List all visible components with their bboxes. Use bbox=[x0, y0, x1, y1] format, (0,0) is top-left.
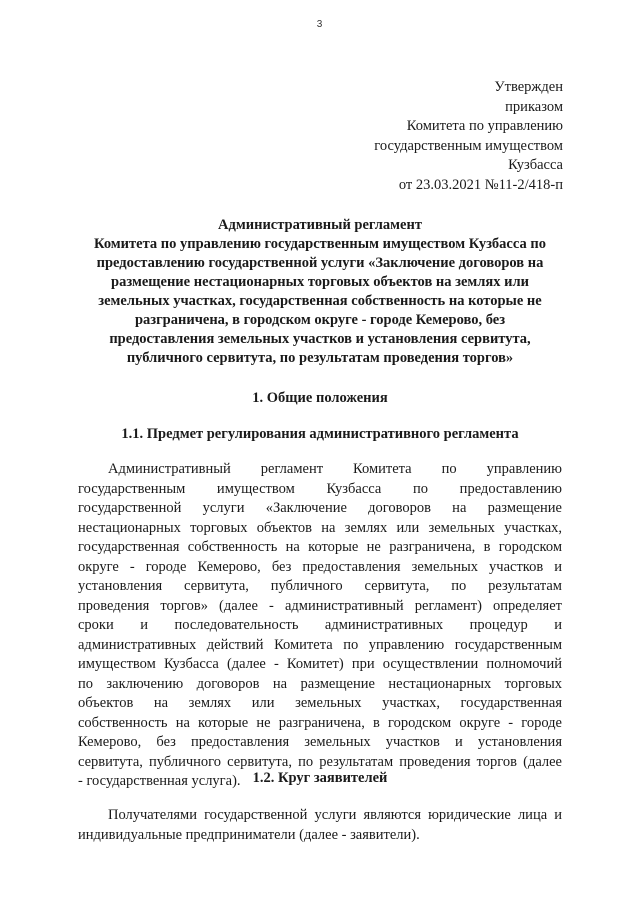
paragraph-line: Административный регламент Комитета по управлению bbox=[108, 461, 562, 477]
approval-line: государственным имуществом bbox=[374, 137, 563, 154]
paragraph-line: индивидуальные предприниматели (далее - заявители). bbox=[78, 826, 420, 843]
title-line: предоставления земельных участков и установления сервитута, bbox=[109, 331, 531, 347]
approval-line: от 23.03.2021 №11-2/418-п bbox=[398, 176, 563, 193]
approval-line: приказом bbox=[505, 98, 563, 115]
paragraph-line: установления сервитута, публичного сервитута, по результатам bbox=[78, 578, 562, 594]
paragraph-line: - государственная услуга). bbox=[78, 773, 241, 789]
paragraph-line: государственной услуги «Заключение договоров на размещение bbox=[78, 500, 562, 516]
paragraph-line: государственным имуществом Кузбасса по предоставлению bbox=[78, 480, 562, 497]
paragraph-line: государственная собственность на которые не разграничена, в городском bbox=[78, 539, 562, 555]
section-heading: 1. Общие положения bbox=[252, 390, 388, 406]
title-line: размещение нестационарных торговых объектов на землях или bbox=[111, 274, 529, 290]
paragraph-line: Получателями государственной услуги являются юридические лица и bbox=[108, 807, 562, 823]
paragraph-subject bbox=[78, 460, 562, 792]
paragraph-line: округе - городе Кемерово, без предоставления земельных участков и bbox=[78, 558, 562, 575]
approval-line: Кузбасса bbox=[508, 157, 563, 173]
title-line: Административный регламент bbox=[218, 217, 422, 233]
subsection-heading: 1.2. Круг заявителей bbox=[252, 770, 388, 786]
paragraph-line: нестационарных торговых объектов на землях или земельных участках, bbox=[78, 519, 562, 536]
title-line: земельных участках, государственная собственность на которые не bbox=[98, 293, 542, 309]
paragraph-line: административных действий Комитета по управлению государственным bbox=[78, 636, 562, 653]
subsection-heading: 1.1. Предмет регулирования административного регламента bbox=[121, 426, 519, 442]
paragraph-line: по заключению договоров на размещение нестационарных торговых bbox=[78, 675, 562, 692]
approval-line: Комитета по управлению bbox=[406, 118, 563, 134]
document-title bbox=[78, 216, 562, 368]
paragraph-line: Кемерово, без предоставления земельных участков и установления bbox=[78, 734, 562, 750]
title-line: публичного сервитута, по результатам проведения торгов» bbox=[126, 350, 514, 366]
paragraph-line: сроки и последовательность административных процедур и bbox=[78, 617, 562, 633]
paragraph-line: объектов на землях или земельных участках, государственная bbox=[78, 695, 562, 711]
paragraph-line: сервитута, публичного сервитута, по результатам проведения торгов (далее bbox=[78, 753, 562, 770]
page-number: 3 bbox=[316, 19, 323, 30]
paragraph-applicants bbox=[78, 806, 562, 845]
approval-line: Утвержден bbox=[494, 79, 563, 95]
title-line: разграничена, в городском округе - городе Кемерово, без bbox=[134, 312, 506, 328]
approval-stamp bbox=[374, 78, 563, 195]
title-line: Комитета по управлению государственным имуществом Кузбасса по bbox=[94, 236, 546, 252]
paragraph-line: проведения торгов» (далее - административный регламент) определяет bbox=[78, 597, 562, 614]
paragraph-line: имуществом Кузбасса (далее - Комитет) при осуществлении полномочий bbox=[78, 656, 562, 672]
title-line: предоставлению государственной услуги «Заключение договоров на bbox=[96, 255, 544, 271]
paragraph-line: собственность на которые не разграничена, в городском округе - городе bbox=[78, 714, 562, 731]
